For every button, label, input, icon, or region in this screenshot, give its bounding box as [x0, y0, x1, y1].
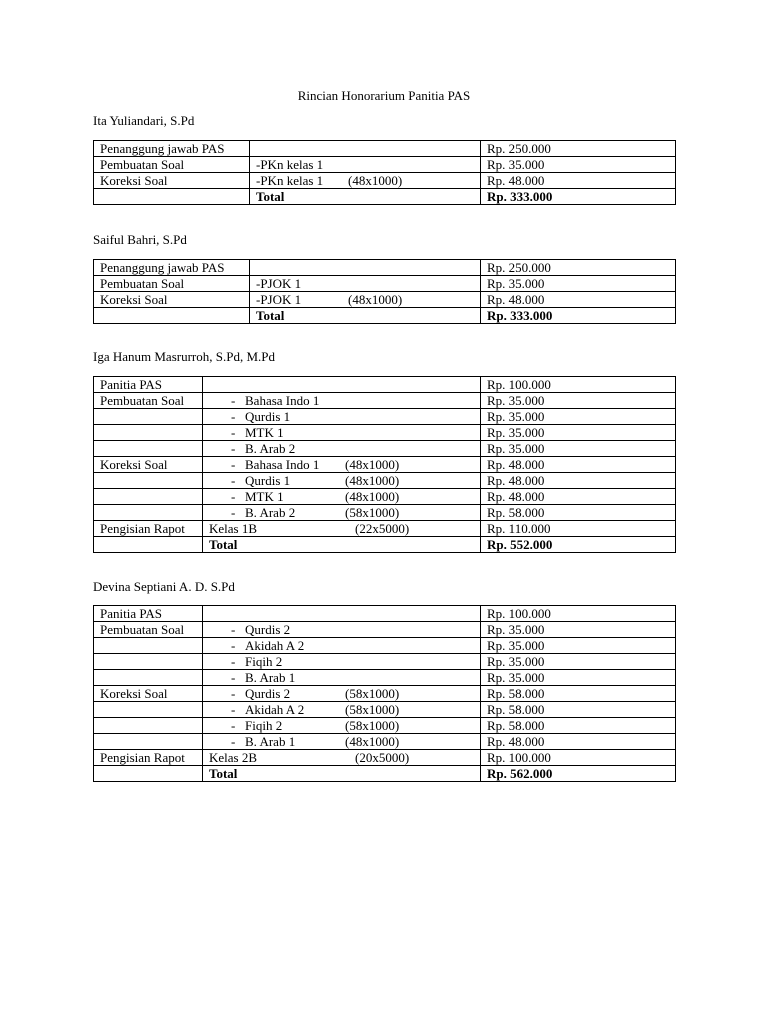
item-name: Bahasa Indo 1 — [245, 393, 320, 408]
total-amount: Rp. 333.000 — [481, 189, 676, 205]
row-amount: Rp. 35.000 — [481, 157, 676, 173]
row-label: Koreksi Soal — [94, 457, 203, 473]
table-row — [94, 260, 676, 276]
row-detail — [203, 686, 481, 702]
table-row — [94, 654, 676, 670]
row-label: Pembuatan Soal — [94, 622, 203, 638]
item-bullet: - — [231, 638, 236, 653]
total-amount: Rp. 562.000 — [481, 766, 676, 782]
row-label — [94, 409, 203, 425]
row-amount: Rp. 35.000 — [481, 441, 676, 457]
item-calc: (58x1000) — [345, 718, 400, 733]
row-detail — [203, 606, 481, 622]
row-detail — [203, 441, 481, 457]
row-detail — [203, 425, 481, 441]
row-label: Pengisian Rapot — [94, 521, 203, 537]
row-amount: Rp. 110.000 — [481, 521, 676, 537]
table-row — [94, 441, 676, 457]
row-amount: Rp. 48.000 — [481, 173, 676, 189]
section-name: Saiful Bahri, S.Pd — [93, 232, 187, 247]
row-label: Pengisian Rapot — [94, 750, 203, 766]
row-amount: Rp. 35.000 — [481, 393, 676, 409]
row-amount: Rp. 100.000 — [481, 750, 676, 766]
item-bullet: - — [231, 441, 236, 456]
section-name: Ita Yuliandari, S.Pd — [93, 113, 195, 128]
total-label: Total — [203, 537, 481, 553]
item-bullet: - — [231, 409, 236, 424]
item-calc: (22x5000) — [355, 521, 410, 536]
item-calc: (58x1000) — [345, 702, 400, 717]
row-label: Penanggung jawab PAS — [94, 141, 250, 157]
table-row — [94, 276, 676, 292]
honorarium-table — [93, 259, 676, 324]
table-row — [94, 409, 676, 425]
item-calc: (20x5000) — [355, 750, 410, 765]
table-row — [94, 489, 676, 505]
row-detail — [203, 622, 481, 638]
row-label: Pembuatan Soal — [94, 276, 250, 292]
table-row — [94, 393, 676, 409]
row-detail — [203, 670, 481, 686]
row-amount: Rp. 35.000 — [481, 425, 676, 441]
row-amount: Rp. 35.000 — [481, 409, 676, 425]
row-label — [94, 425, 203, 441]
row-label — [94, 734, 203, 750]
row-detail — [203, 505, 481, 521]
item-calc: (48x1000) — [348, 173, 403, 188]
total-label: Total — [203, 766, 481, 782]
item-bullet: - — [231, 718, 236, 733]
table-row — [94, 622, 676, 638]
row-amount: Rp. 58.000 — [481, 686, 676, 702]
row-amount: Rp. 35.000 — [481, 670, 676, 686]
row-label — [94, 654, 203, 670]
row-label: Koreksi Soal — [94, 173, 250, 189]
row-amount: Rp. 35.000 — [481, 276, 676, 292]
table-row — [94, 141, 676, 157]
table-row — [94, 473, 676, 489]
item-bullet: - — [231, 457, 236, 472]
row-label — [94, 702, 203, 718]
item-bullet: - — [231, 654, 236, 669]
row-detail — [203, 457, 481, 473]
row-label: Penanggung jawab PAS — [94, 260, 250, 276]
row-amount: Rp. 48.000 — [481, 489, 676, 505]
row-amount: Rp. 35.000 — [481, 638, 676, 654]
table-row — [94, 521, 676, 537]
item-calc: (48x1000) — [345, 473, 400, 488]
item-bullet: - — [231, 393, 236, 408]
total-label: Total — [250, 308, 481, 324]
row-detail — [203, 654, 481, 670]
table-row — [94, 173, 676, 189]
item-bullet: - — [231, 473, 236, 488]
table-row — [94, 457, 676, 473]
item-name: Fiqih 2 — [245, 718, 283, 733]
honorarium-table — [93, 605, 676, 782]
item-calc: (48x1000) — [345, 734, 400, 749]
row-label: Pembuatan Soal — [94, 157, 250, 173]
empty-cell — [94, 308, 250, 324]
row-detail — [203, 473, 481, 489]
item-name: B. Arab 1 — [245, 734, 296, 749]
item-name: Akidah A 2 — [245, 702, 305, 717]
section-name: Iga Hanum Masrurroh, S.Pd, M.Pd — [93, 349, 275, 364]
item-calc: (58x1000) — [345, 505, 400, 520]
honorarium-table — [93, 376, 676, 553]
row-amount: Rp. 58.000 — [481, 718, 676, 734]
row-label: Koreksi Soal — [94, 686, 203, 702]
row-detail — [250, 141, 481, 157]
table-row — [94, 670, 676, 686]
row-label — [94, 718, 203, 734]
honorarium-table — [93, 140, 676, 205]
row-label — [94, 670, 203, 686]
item-name: Bahasa Indo 1 — [245, 457, 320, 472]
table-row — [94, 702, 676, 718]
row-detail — [203, 489, 481, 505]
total-amount: Rp. 552.000 — [481, 537, 676, 553]
table-row — [94, 377, 676, 393]
item-calc: (48x1000) — [348, 292, 403, 307]
item-name: B. Arab 1 — [245, 670, 296, 685]
row-detail — [250, 276, 481, 292]
section-name: Devina Septiani A. D. S.Pd — [93, 579, 235, 594]
table-row — [94, 718, 676, 734]
row-label — [94, 441, 203, 457]
item-bullet: - — [231, 702, 236, 717]
row-amount: Rp. 100.000 — [481, 377, 676, 393]
item-name: MTK 1 — [245, 425, 284, 440]
empty-cell — [94, 537, 203, 553]
row-label — [94, 505, 203, 521]
total-amount: Rp. 333.000 — [481, 308, 676, 324]
item-name: Qurdis 1 — [245, 409, 291, 424]
row-amount: Rp. 58.000 — [481, 505, 676, 521]
item-bullet: - — [231, 489, 236, 504]
row-detail — [203, 718, 481, 734]
table-row — [94, 505, 676, 521]
item-bullet: - — [231, 505, 236, 520]
item-bullet: - — [231, 734, 236, 749]
row-detail — [203, 702, 481, 718]
item-name: Akidah A 2 — [245, 638, 305, 653]
row-amount: Rp. 48.000 — [481, 473, 676, 489]
item-name: Qurdis 1 — [245, 473, 291, 488]
item-bullet: - — [231, 686, 236, 701]
row-label: Koreksi Soal — [94, 292, 250, 308]
item-name: Kelas 2B — [209, 750, 258, 765]
row-label — [94, 489, 203, 505]
document-title: Rincian Honorarium Panitia PAS — [297, 88, 471, 103]
total-row — [94, 537, 676, 553]
item-name: Qurdis 2 — [245, 686, 291, 701]
row-detail — [250, 260, 481, 276]
table-row — [94, 606, 676, 622]
item-calc: (58x1000) — [345, 686, 400, 701]
item-name: -PKn kelas 1 — [256, 157, 324, 172]
item-bullet: - — [231, 670, 236, 685]
table-row — [94, 425, 676, 441]
row-detail — [203, 409, 481, 425]
row-detail — [250, 292, 481, 308]
total-row — [94, 189, 676, 205]
item-name: -PJOK 1 — [256, 292, 302, 307]
row-amount: Rp. 58.000 — [481, 702, 676, 718]
item-name: MTK 1 — [245, 489, 284, 504]
item-name: Fiqih 2 — [245, 654, 283, 669]
row-amount: Rp. 250.000 — [481, 260, 676, 276]
row-detail — [250, 157, 481, 173]
total-row — [94, 308, 676, 324]
row-detail — [203, 750, 481, 766]
item-calc: (48x1000) — [345, 457, 400, 472]
row-amount: Rp. 48.000 — [481, 457, 676, 473]
item-name: B. Arab 2 — [245, 505, 296, 520]
table-row — [94, 157, 676, 173]
row-amount: Rp. 35.000 — [481, 654, 676, 670]
row-amount: Rp. 35.000 — [481, 622, 676, 638]
row-amount: Rp. 48.000 — [481, 292, 676, 308]
item-name: Qurdis 2 — [245, 622, 291, 637]
item-bullet: - — [231, 425, 236, 440]
table-row — [94, 734, 676, 750]
empty-cell — [94, 766, 203, 782]
table-row — [94, 686, 676, 702]
row-detail — [203, 393, 481, 409]
table-row — [94, 638, 676, 654]
row-amount: Rp. 100.000 — [481, 606, 676, 622]
table-row — [94, 750, 676, 766]
row-label: Pembuatan Soal — [94, 393, 203, 409]
table-row — [94, 292, 676, 308]
item-name: Kelas 1B — [209, 521, 258, 536]
row-detail — [203, 521, 481, 537]
total-label: Total — [250, 189, 481, 205]
row-label: Panitia PAS — [94, 377, 203, 393]
item-name: -PKn kelas 1 — [256, 173, 324, 188]
item-bullet: - — [231, 622, 236, 637]
empty-cell — [94, 189, 250, 205]
row-detail — [203, 638, 481, 654]
row-label: Panitia PAS — [94, 606, 203, 622]
row-label — [94, 638, 203, 654]
row-amount: Rp. 48.000 — [481, 734, 676, 750]
row-detail — [203, 734, 481, 750]
row-detail — [250, 173, 481, 189]
item-name: -PJOK 1 — [256, 276, 302, 291]
row-amount: Rp. 250.000 — [481, 141, 676, 157]
row-label — [94, 473, 203, 489]
item-calc: (48x1000) — [345, 489, 400, 504]
row-detail — [203, 377, 481, 393]
item-name: B. Arab 2 — [245, 441, 296, 456]
total-row — [94, 766, 676, 782]
